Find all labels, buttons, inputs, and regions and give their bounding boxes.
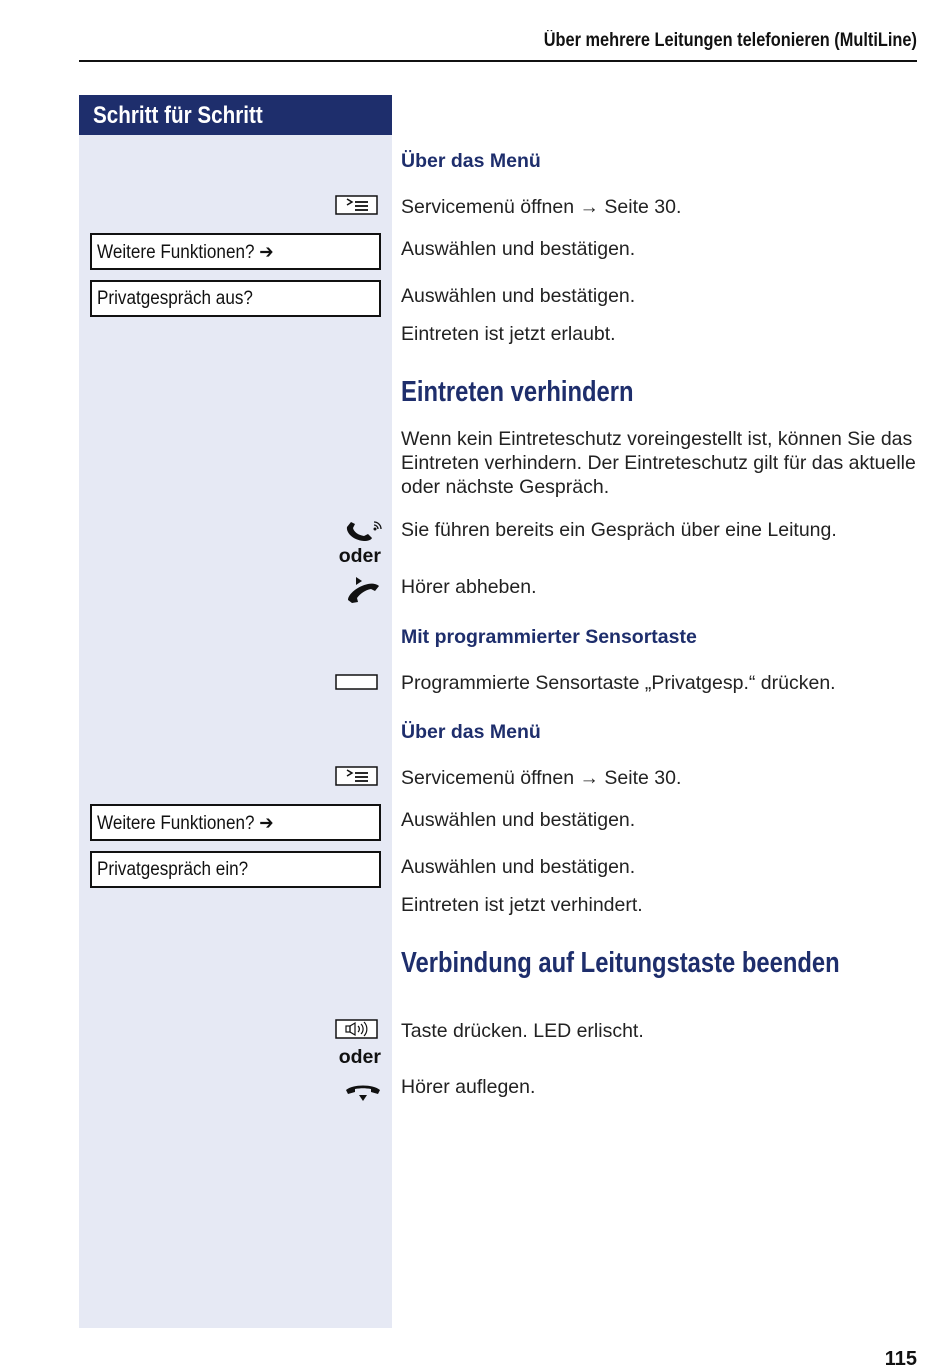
handset-lift-icon xyxy=(344,576,382,604)
display-text: Weitere Funktionen? ➔ xyxy=(97,813,274,834)
subhead-menu-1: Über das Menü xyxy=(401,150,541,172)
display-text: Privatgespräch aus? xyxy=(97,288,253,309)
step-hang-up: Hörer auflegen. xyxy=(401,1076,536,1098)
page-number: 115 xyxy=(884,1348,917,1370)
step-press-key: Taste drücken. LED erlischt. xyxy=(401,1020,644,1042)
display-private-call-off[interactable] xyxy=(90,280,381,317)
header-rule xyxy=(79,60,917,62)
handset-hangup-icon xyxy=(345,1083,381,1103)
section-title-prevent-intrusion: Eintreten verhindern xyxy=(401,376,634,408)
step-press-sensor: Programmierte Sensortaste „Privatgesp.“ drücken. xyxy=(401,672,836,694)
display-further-functions[interactable] xyxy=(90,804,381,841)
service-menu-key-icon xyxy=(335,766,378,786)
display-text: Privatgespräch ein? xyxy=(97,859,249,880)
handset-in-call-icon xyxy=(344,521,382,545)
display-text: Weitere Funktionen? ➔ xyxy=(97,242,274,263)
oder-label: oder xyxy=(338,1046,381,1068)
display-private-call-on[interactable] xyxy=(90,851,381,888)
service-menu-key-icon xyxy=(335,195,378,215)
sensor-key-icon[interactable] xyxy=(335,674,378,690)
step-in-call: Sie führen bereits ein Gespräch über eine Leitung. xyxy=(401,519,837,541)
subhead-menu-2: Über das Menü xyxy=(401,721,541,743)
result-text: Eintreten ist jetzt erlaubt. xyxy=(401,323,616,345)
oder-label: oder xyxy=(338,545,381,567)
sidebar-title: Schritt für Schritt xyxy=(93,102,263,129)
sidebar-header xyxy=(79,95,392,135)
result-text: Eintreten ist jetzt verhindert. xyxy=(401,894,643,916)
running-header: Über mehrere Leitungen telefonieren (MultiLine) xyxy=(543,30,917,51)
step-select-confirm: Auswählen und bestätigen. xyxy=(401,285,636,307)
step-open-menu: Servicemenü öffnen → Seite 30. xyxy=(401,767,682,789)
section-title-end-connection: Verbindung auf Leitungstaste beenden xyxy=(401,947,840,979)
speaker-key-icon[interactable] xyxy=(335,1019,378,1039)
subhead-sensor-key: Mit programmierter Sensortaste xyxy=(401,626,697,648)
display-further-functions[interactable] xyxy=(90,233,381,270)
step-open-menu: Servicemenü öffnen → Seite 30. xyxy=(401,196,682,218)
intro-paragraph: Wenn kein Eintreteschutz voreingestellt ist, können Sie das Eintreten verhindern. Der Eintreteschutz gilt für das aktuelle oder nächste Gespräch. xyxy=(401,428,916,498)
step-select-confirm: Auswählen und bestätigen. xyxy=(401,856,636,878)
step-select-confirm: Auswählen und bestätigen. xyxy=(401,809,636,831)
step-select-confirm: Auswählen und bestätigen. xyxy=(401,238,636,260)
step-lift-handset: Hörer abheben. xyxy=(401,576,537,598)
